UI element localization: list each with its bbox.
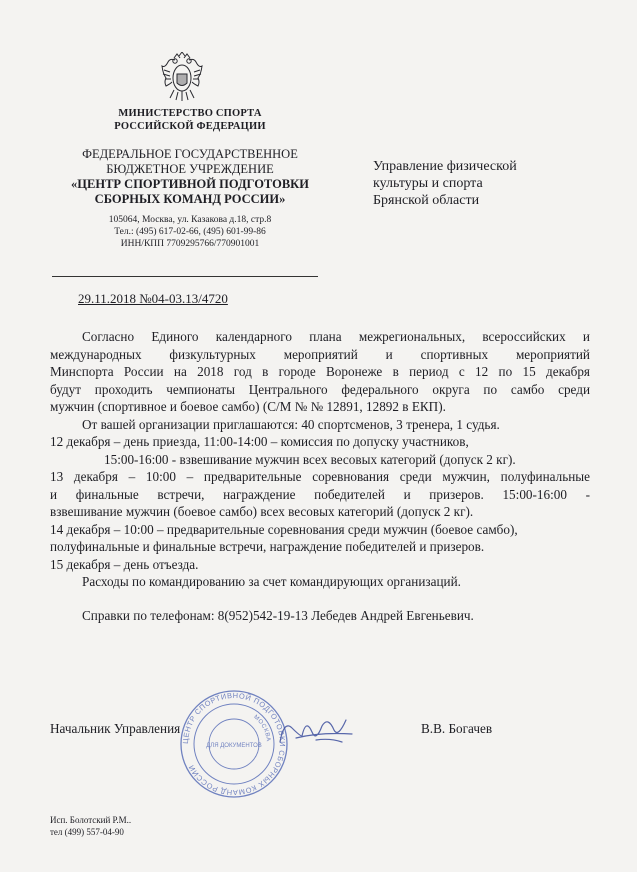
schedule-dec-14-cont: полуфинальные и финальные встречи, награждение победителей и призеров. (50, 539, 485, 554)
recipient-block: Управление физической культуры и спорта Брянской области (373, 159, 517, 208)
letter-body (50, 328, 590, 624)
body-line: международных физкультурных мероприятий и спортивных мероприятий (50, 346, 590, 362)
organization-address: 105064, Москва, ул. Казакова д.18, стр.8 Тел.: (495) 617-02-66, (495) 601-99-86 ИНН/КПП 7709295766/770901001 (108, 215, 272, 249)
schedule-dec-13-cont: и финальные встречи, награждение победителей и призеров. 15:00-16:00 - (50, 486, 590, 502)
executor-info: Исп. Болотский Р.М.. тел (499) 557-04-90 (50, 815, 132, 837)
header-divider (52, 276, 318, 277)
body-line: будут проходить чемпионаты Центрального федерального округа по самбо среди (50, 381, 590, 397)
body-line: Минспорта России на 2018 год в городе Воронеже в период с 12 по 15 декабря (50, 364, 590, 379)
signatory-name: В.В. Богачев (421, 721, 493, 736)
signatory-title: Начальник Управления (50, 721, 181, 736)
body-line: От вашей организации приглашаются: 40 спортсменов, 3 тренера, 1 судья. (82, 416, 500, 432)
schedule-dec-13: 13 декабря – 10:00 – предварительные соревнования среди мужчин, полуфинальные (50, 469, 590, 484)
body-line: мужчин (спортивное и боевое самбо) (С/М № № 12891, 12892 в ЕКП). (50, 399, 446, 414)
body-line: Согласно Единого календарного плана межрегиональных, всероссийских и (82, 329, 590, 344)
russian-coat-of-arms-icon (160, 52, 204, 102)
schedule-dec-13-cont: взвешивание мужчин (боевое самбо) всех весовых категорий (допуск 2 кг). (50, 504, 474, 519)
contact-info: Справки по телефонам: 8(952)542-19-13 Лебедев Андрей Евгеньевич. (82, 607, 474, 623)
stamp-ring-text: ЦЕНТР СПОРТИВНОЙ ПОДГОТОВКИ СБОРНЫХ КОМАНД РОССИИ (180, 690, 288, 798)
schedule-dec-14: 14 декабря – 10:00 – предварительные соревнования среди мужчин (боевое самбо), (50, 521, 518, 537)
expenses-note: Расходы по командированию за счет командирующих организаций. (82, 574, 461, 589)
stamp-inner-text: МОСКВА (252, 714, 271, 743)
stamp-center-text: ДЛЯ ДОКУМЕНТОВ (206, 743, 262, 749)
document-reference: 29.11.2018 №04-03.13/4720 (78, 291, 228, 306)
schedule-dec-12: 12 декабря – день приезда, 11:00-14:00 – комиссия по допуску участников, (50, 434, 469, 449)
schedule-dec-12-cont: 15:00-16:00 - взвешивание мужчин всех весовых категорий (допуск 2 кг). (104, 451, 516, 467)
handwritten-signature (276, 712, 356, 750)
svg-text:МОСКВА (252, 714, 271, 742)
official-stamp (178, 688, 290, 800)
ministry-name: МИНИСТЕРСТВО СПОРТА РОССИЙСКОЙ ФЕДЕРАЦИИ (114, 108, 266, 132)
organization-name: ФЕДЕРАЛЬНОЕ ГОСУДАРСТВЕННОЕ БЮДЖЕТНОЕ УЧРЕЖДЕНИЕ «ЦЕНТР СПОРТИВНОЙ ПОДГОТОВКИ СБОРНЫХ КОМАНД РОССИИ» (71, 147, 309, 206)
schedule-dec-15: 15 декабря – день отъезда. (50, 556, 199, 572)
